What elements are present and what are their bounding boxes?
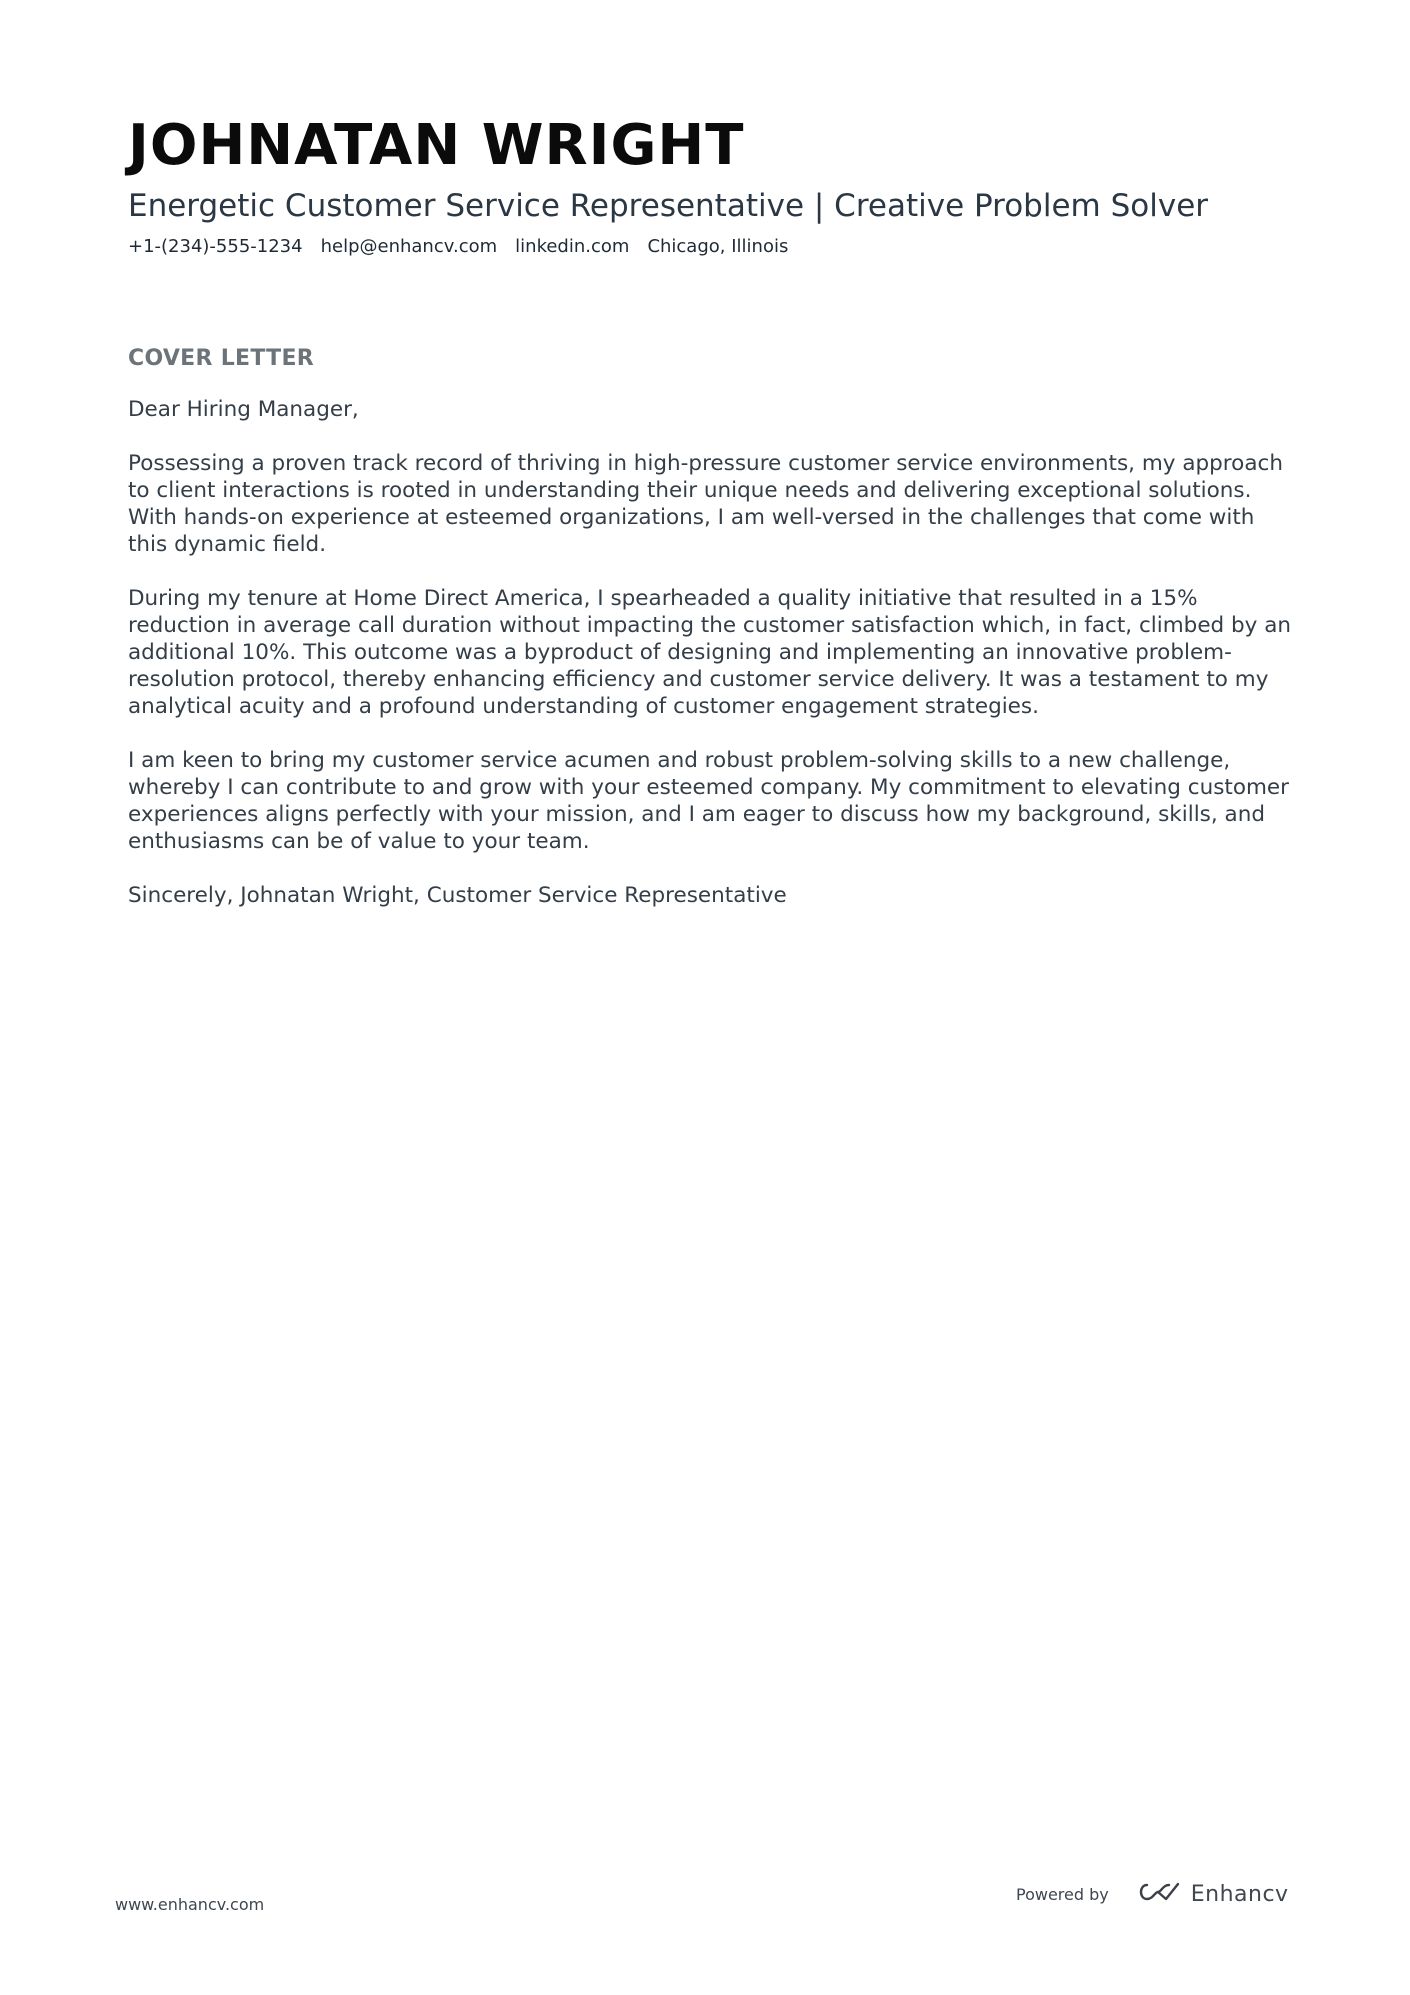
- paragraph-2: During my tenure at Home Direct America, I spearheaded a quality initiative that resulted in a 15% reduction in average call duration without impacting the customer satisfaction which, in fact, climbed by an additional 10%. This outcome was a byproduct of designing and implementing an innovative problem-resolution protocol, thereby enhancing efficiency and customer service delivery. It was a testament to my analytical acuity and a profound understanding of customer engagement strategies.: [128, 586, 1292, 719]
- paragraph-3: I am keen to bring my customer service acumen and robust problem-solving skills to a new challenge, whereby I can contribute to and grow with your esteemed company. My commitment to elevating customer experiences aligns perfectly with your mission, and I am eager to discuss how my background, skills, and enthusiasms can be of value to your team.: [128, 748, 1289, 854]
- section-title: COVER LETTER: [128, 346, 315, 371]
- letter-body: [128, 344, 1298, 936]
- powered-by-label: Powered by: [1016, 1884, 1109, 1904]
- enhancv-logo-icon: [1135, 1880, 1181, 1908]
- closing-signature: Sincerely, Johnatan Wright, Customer Service Representative: [128, 883, 787, 908]
- footer-branding: [1016, 1880, 1289, 1908]
- enhancv-brand[interactable]: [1135, 1880, 1289, 1908]
- contact-location: Chicago, Illinois: [647, 236, 789, 257]
- paragraph-1: Possessing a proven track record of thriving in high-pressure customer service environments, my approach to client interactions is rooted in understanding their unique needs and delivering exceptional solutions. With hands-on experience at esteemed organizations, I am well-versed in the challenges that come with this dynamic field.: [128, 451, 1283, 557]
- candidate-name: JOHNATAN WRIGHT: [128, 113, 745, 178]
- salutation: Dear Hiring Manager,: [128, 397, 359, 422]
- contact-phone: +1-(234)-555-1234: [128, 236, 303, 257]
- header: [128, 112, 1288, 259]
- footer-website[interactable]: www.enhancv.com: [115, 1895, 265, 1914]
- contact-linkedin[interactable]: linkedin.com: [515, 236, 630, 257]
- contact-info: [128, 235, 1288, 259]
- contact-email[interactable]: help@enhancv.com: [320, 236, 498, 257]
- enhancv-brand-name: Enhancv: [1190, 1881, 1289, 1907]
- candidate-headline: Energetic Customer Service Representative | Creative Problem Solver: [128, 188, 1209, 224]
